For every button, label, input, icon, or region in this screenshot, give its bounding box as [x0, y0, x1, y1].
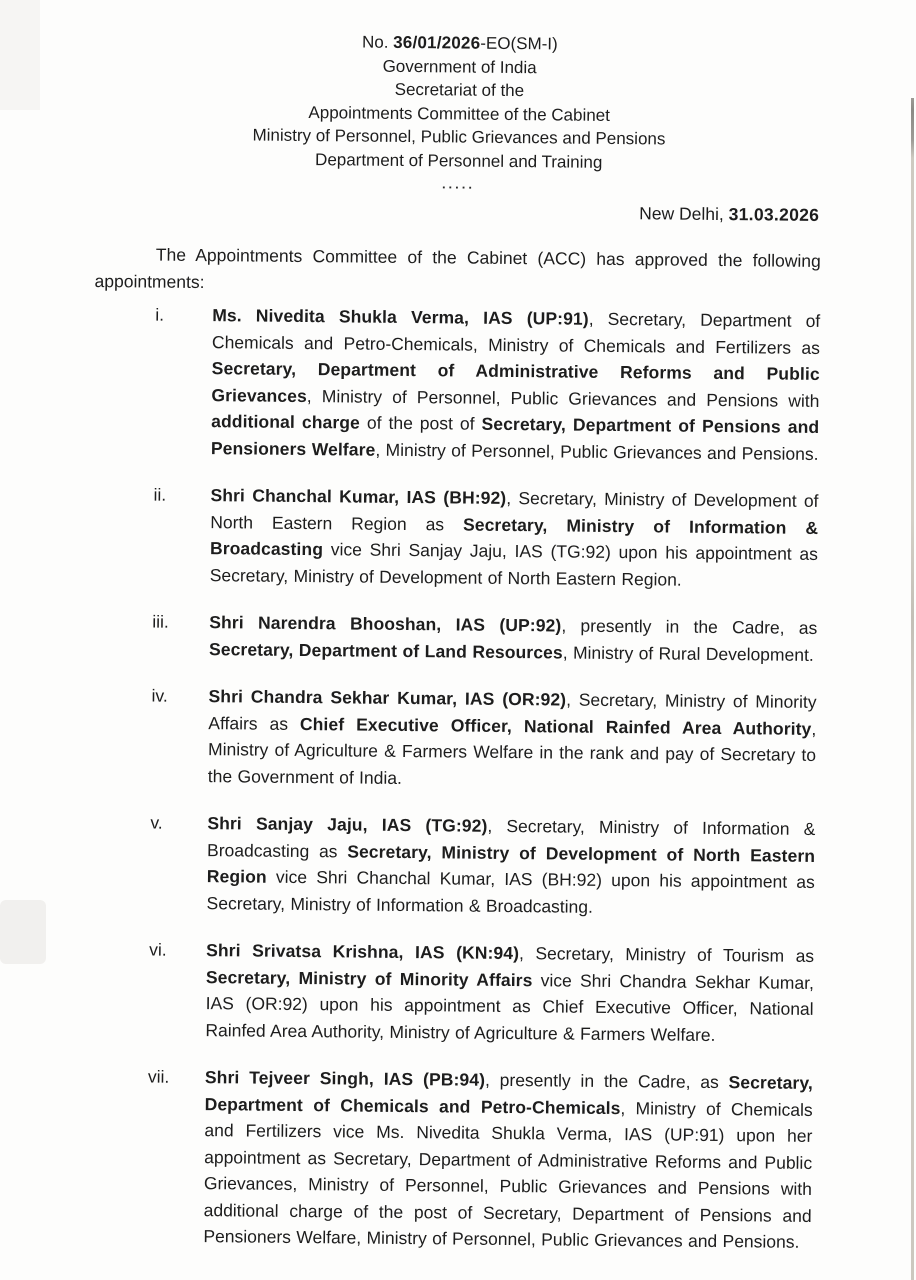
- item-text-bold-segment: Secretary, Ministry of Development of North Eastern Region: [206, 840, 816, 887]
- appointment-item-i: [93, 301, 820, 467]
- item-text: [210, 482, 819, 594]
- item-numeral: v.: [150, 812, 163, 833]
- item-text-segment: , Secretary, Ministry of Development of North Eastern Region as: [210, 487, 819, 535]
- reference-number-suffix: -EO(SM-I): [480, 33, 558, 54]
- scan-edge-artifact: [911, 98, 914, 1280]
- item-text-bold-segment: Secretary, Department of Pensions and Pensioners Welfare: [210, 413, 820, 460]
- item-text-bold-segment: Shri Sanjay Jaju, IAS (TG:92): [207, 813, 488, 836]
- header-line-ministry: Ministry of Personnel, Public Grievances and Pensions: [252, 125, 666, 149]
- item-text-segment: , Ministry of Rural Development.: [562, 642, 814, 665]
- item-text-segment: of the post of: [359, 412, 482, 434]
- item-numeral: ii.: [153, 484, 167, 505]
- header-line-secretariat: Secretariat of the: [394, 79, 525, 101]
- appointment-item-ii: [92, 481, 819, 594]
- dateline: [95, 196, 821, 227]
- item-text-segment: vice Shri Chandra Sekhar Kumar, IAS (OR:92) upon his appointment as Chief Executive Officer, National Rainfed Area Authority, Ministry of Agriculture & Farmers Welfare.: [205, 969, 814, 1045]
- item-numeral: iv.: [151, 685, 168, 706]
- intro-paragraph: The Appointments Committee of the Cabinet (ACC) has approved the following appointments:: [94, 244, 821, 292]
- dateline-date: 31.03.2026: [728, 204, 820, 225]
- scan-smudge-top-left: [0, 0, 40, 110]
- scan-smudge-left: [0, 900, 46, 964]
- item-text-segment: , Secretary, Ministry of Minority Affairs as: [208, 689, 817, 734]
- item-text-segment: , Ministry of Agriculture & Farmers Welfare in the rank and pay of Secretary to the Government of India.: [207, 718, 817, 788]
- item-text-bold-segment: Shri Narendra Bhooshan, IAS (UP:92): [209, 612, 562, 636]
- item-text-bold-segment: Secretary, Ministry of Minority Affairs: [205, 966, 533, 990]
- appointment-item-vii: [85, 1063, 813, 1255]
- item-text-bold-segment: Shri Tejveer Singh, IAS (PB:94): [204, 1067, 486, 1090]
- item-text-segment: vice Shri Chanchal Kumar, IAS (BH:92) upon his appointment as Secretary, Ministry of Information & Broadcasting.: [206, 866, 815, 917]
- header-line-government: Government of India: [382, 56, 537, 77]
- item-numeral: i.: [155, 304, 165, 325]
- item-numeral: iii.: [152, 611, 169, 632]
- item-text: [203, 1064, 813, 1255]
- item-numeral: vi.: [149, 939, 167, 960]
- item-text-bold-segment: Secretary, Ministry of Information & Broadcasting: [209, 514, 819, 560]
- item-text-bold-segment: Secretary, Department of Administrative Reforms and Public Grievances: [211, 358, 820, 406]
- header-line-committee: Appointments Committee of the Cabinet: [308, 102, 610, 125]
- item-text-segment: , Secretary, Ministry of Information & Broadcasting as: [207, 815, 816, 861]
- item-numeral: vii.: [147, 1066, 170, 1087]
- reference-number-prefix: No.: [361, 32, 394, 52]
- document-content: [85, 28, 823, 1255]
- item-text: [205, 937, 814, 1049]
- item-text-bold-segment: Shri Srivatsa Krishna, IAS (KN:94): [206, 940, 520, 964]
- item-text-bold-segment: Secretary, Department of Chemicals and Petro-Chemicals: [204, 1072, 814, 1118]
- item-text-bold-segment: Shri Chandra Sekhar Kumar, IAS (OR:92): [208, 686, 567, 710]
- item-text-segment: , Secretary, Ministry of Tourism as: [518, 943, 815, 966]
- appointment-item-vi: [87, 936, 814, 1049]
- dateline-place: New Delhi,: [639, 203, 729, 225]
- item-text-segment: vice Shri Sanjay Jaju, IAS (TG:92) upon his appointment as Secretary, Ministry of Development of North Eastern Region.: [209, 539, 819, 590]
- item-text-segment: , Ministry of Personnel, Public Grievances and Pensions with: [306, 385, 820, 411]
- header-line-department: Department of Personnel and Training: [315, 149, 603, 172]
- item-text: [208, 683, 817, 795]
- appointment-item-iv: [90, 682, 817, 795]
- item-text-segment: , presently in the Cadre, as: [484, 1069, 729, 1093]
- item-text-bold-segment: Shri Chanchal Kumar, IAS (BH:92): [210, 485, 507, 508]
- item-text-bold-segment: Secretary, Department of Land Resources: [208, 638, 563, 662]
- item-text: [209, 609, 817, 668]
- item-text-bold-segment: Ms. Nivedita Shukla Verma, IAS (UP:91): [212, 305, 589, 329]
- item-text-segment: , Ministry of Personnel, Public Grievances and Pensions.: [375, 439, 819, 464]
- item-text: [206, 810, 815, 922]
- appointments-list: [85, 301, 820, 1255]
- reference-number-bold: 36/01/2026: [393, 32, 481, 53]
- dotted-separator: .....: [441, 176, 476, 192]
- item-text-bold-segment: additional charge: [211, 411, 361, 433]
- item-text-segment: , Secretary, Department of Chemicals and Petro-Chemicals, Ministry of Chemicals and Fertilizers as: [211, 308, 821, 358]
- item-text-segment: , presently in the Cadre, as: [561, 615, 818, 638]
- appointment-item-iii: [91, 608, 817, 668]
- item-text-segment: , Ministry of Chemicals and Fertilizers vice Ms. Nivedita Shukla Verma, IAS (UP:91) upon her appointment as Secretary, Department of Administrative Reforms and Public Grievances, Ministry of Personnel, Public Grievances and Pensions with additional charge of the post of Secretary, Department of Pensions and Pensioners Welfare, Ministry of Personnel, Public Grievances and Pensions.: [203, 1097, 813, 1252]
- item-text: [211, 302, 820, 467]
- item-text-bold-segment: Chief Executive Officer, National Rainfed Area Authority: [299, 713, 812, 739]
- appointment-item-v: [88, 809, 815, 922]
